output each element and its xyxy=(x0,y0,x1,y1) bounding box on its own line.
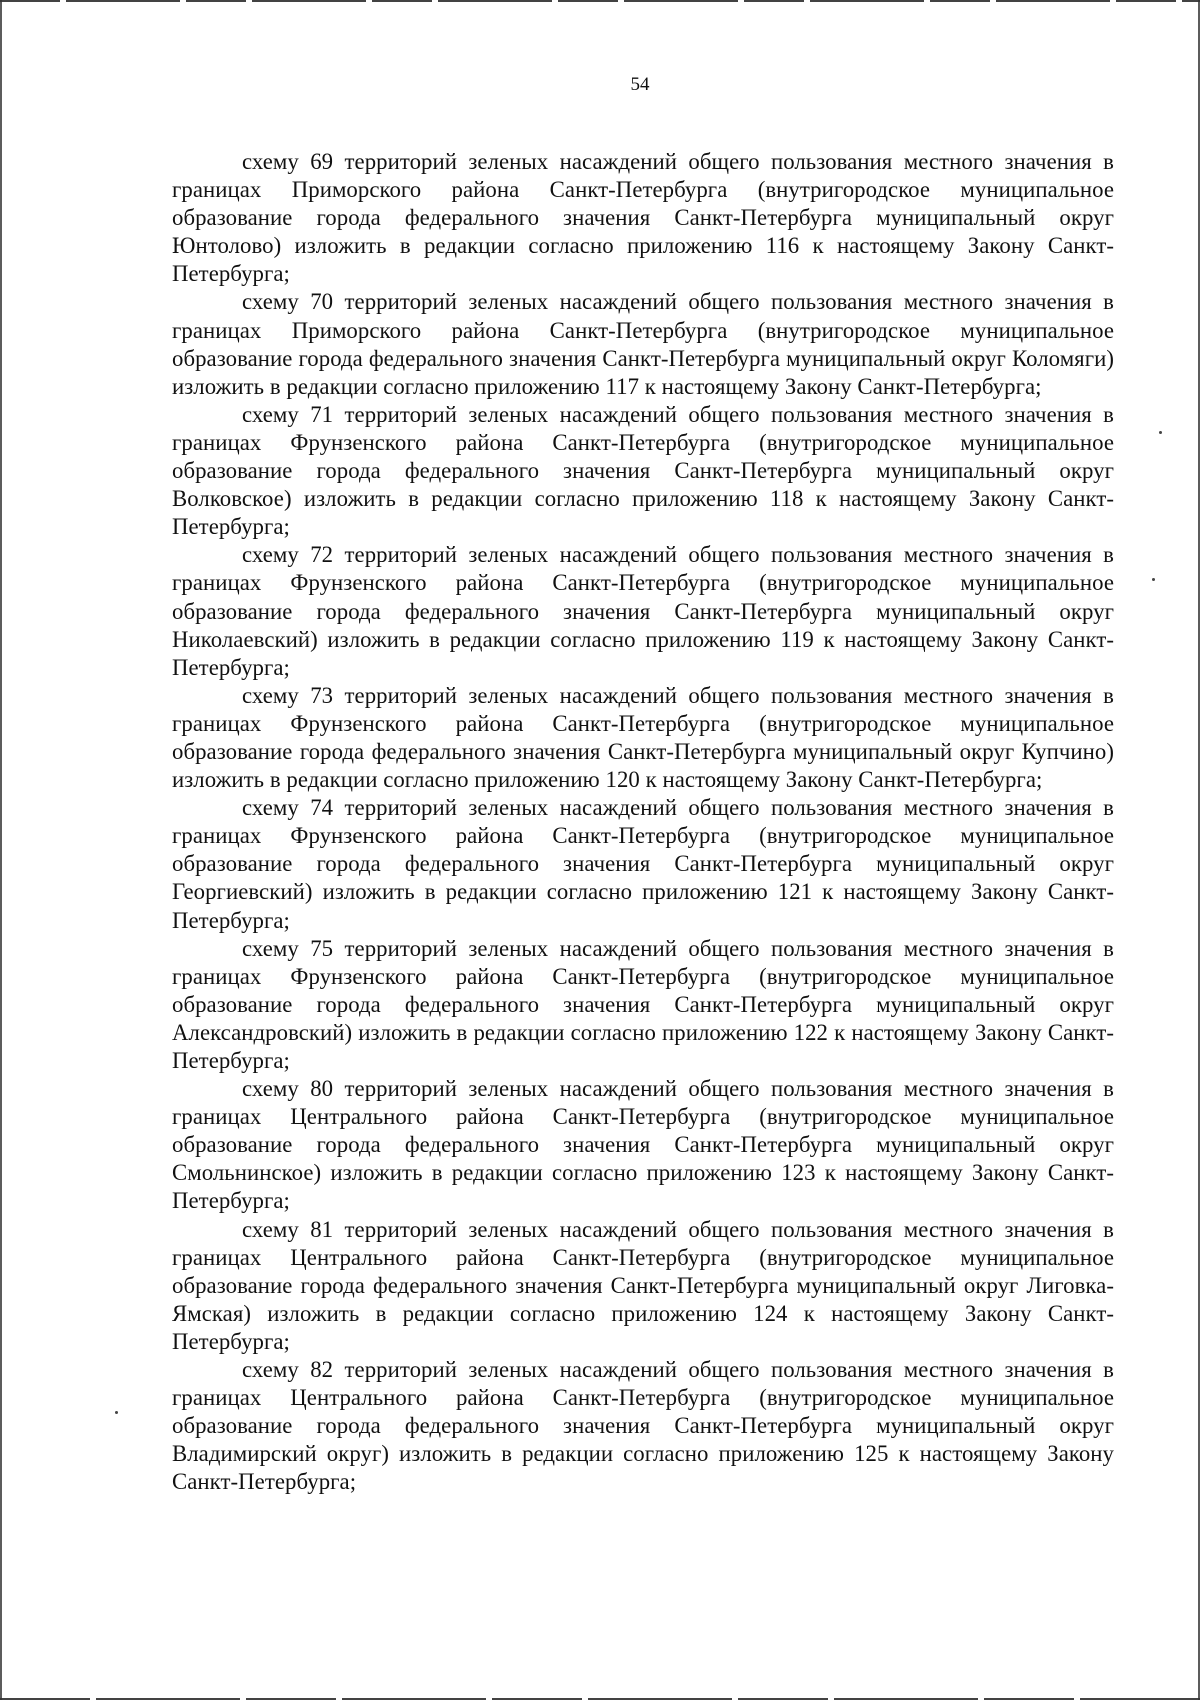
paragraph: схему 71 территорий зеленых насаждений общего пользования местного значения в границах Фрунзенского района Санкт-Петербурга (внутригородское муниципальное образование города федерального значения Санкт-Петербурга муниципальный округ Волковское) изложить в редакции согласно приложению 118 к настоящему Закону Санкт-Петербурга; xyxy=(172,401,1114,540)
scan-edge-top xyxy=(0,0,1200,2)
paragraph: схему 81 территорий зеленых насаждений общего пользования местного значения в границах Центрального района Санкт-Петербурга (внутригородское муниципальное образование города федерального значения Санкт-Петербурга муниципальный округ Лиговка-Ямская) изложить в редакции согласно приложению 124 к настоящему Закону Санкт-Петербурга; xyxy=(172,1216,1114,1354)
document-body xyxy=(172,148,1114,1497)
paragraph: схему 73 территорий зеленых насаждений общего пользования местного значения в границах Фрунзенского района Санкт-Петербурга (внутригородское муниципальное образование города федерального значения Санкт-Петербурга муниципальный округ Купчино) изложить в редакции согласно приложению 120 к настоящему Закону Санкт-Петербурга; xyxy=(172,682,1114,793)
paragraph: схему 74 территорий зеленых насаждений общего пользования местного значения в границах Фрунзенского района Санкт-Петербурга (внутригородское муниципальное образование города федерального значения Санкт-Петербурга муниципальный округ Георгиевский) изложить в редакции согласно приложению 121 к настоящему Закону Санкт-Петербурга; xyxy=(172,795,1114,933)
scan-speck xyxy=(1152,578,1155,581)
paragraph: схему 69 территорий зеленых насаждений общего пользования местного значения в границах Приморского района Санкт-Петербурга (внутригородское муниципальное образование города федерального значения Санкт-Петербурга муниципальный округ Юнтолово) изложить в редакции согласно приложению 116 к настоящему Закону Санкт-Петербурга; xyxy=(172,149,1114,287)
paragraph: схему 72 территорий зеленых насаждений общего пользования местного значения в границах Фрунзенского района Санкт-Петербурга (внутригородское муниципальное образование города федерального значения Санкт-Петербурга муниципальный округ Николаевский) изложить в редакции согласно приложению 119 к настоящему Закону Санкт-Петербурга; xyxy=(172,542,1114,680)
paragraph: схему 70 территорий зеленых насаждений общего пользования местного значения в границах Приморского района Санкт-Петербурга (внутригородское муниципальное образование города федерального значения Санкт-Петербурга муниципальный округ Коломяги) изложить в редакции согласно приложению 117 к настоящему Закону Санкт-Петербурга; xyxy=(172,289,1114,399)
scan-speck xyxy=(1159,431,1162,434)
paragraph: схему 75 территорий зеленых насаждений общего пользования местного значения в границах Фрунзенского района Санкт-Петербурга (внутригородское муниципальное образование города федерального значения Санкт-Петербурга муниципальный округ Александровский) изложить в редакции согласно приложению 122 к настоящему Закону Санкт-Петербурга; xyxy=(172,935,1114,1073)
page-number: 54 xyxy=(630,74,650,95)
scan-speck xyxy=(115,1411,118,1414)
scan-edge-left xyxy=(0,0,2,1700)
paragraph: схему 82 территорий зеленых насаждений общего пользования местного значения в границах Центрального района Санкт-Петербурга (внутригородское муниципальное образование города федерального значения Санкт-Петербурга муниципальный округ Владимирский округ) изложить в редакции согласно приложению 125 к настоящему Закону Санкт-Петербурга; xyxy=(172,1357,1114,1495)
paragraph: схему 80 территорий зеленых насаждений общего пользования местного значения в границах Центрального района Санкт-Петербурга (внутригородское муниципальное образование города федерального значения Санкт-Петербурга муниципальный округ Смольнинское) изложить в редакции согласно приложению 123 к настоящему Закону Санкт-Петербурга; xyxy=(172,1076,1114,1214)
